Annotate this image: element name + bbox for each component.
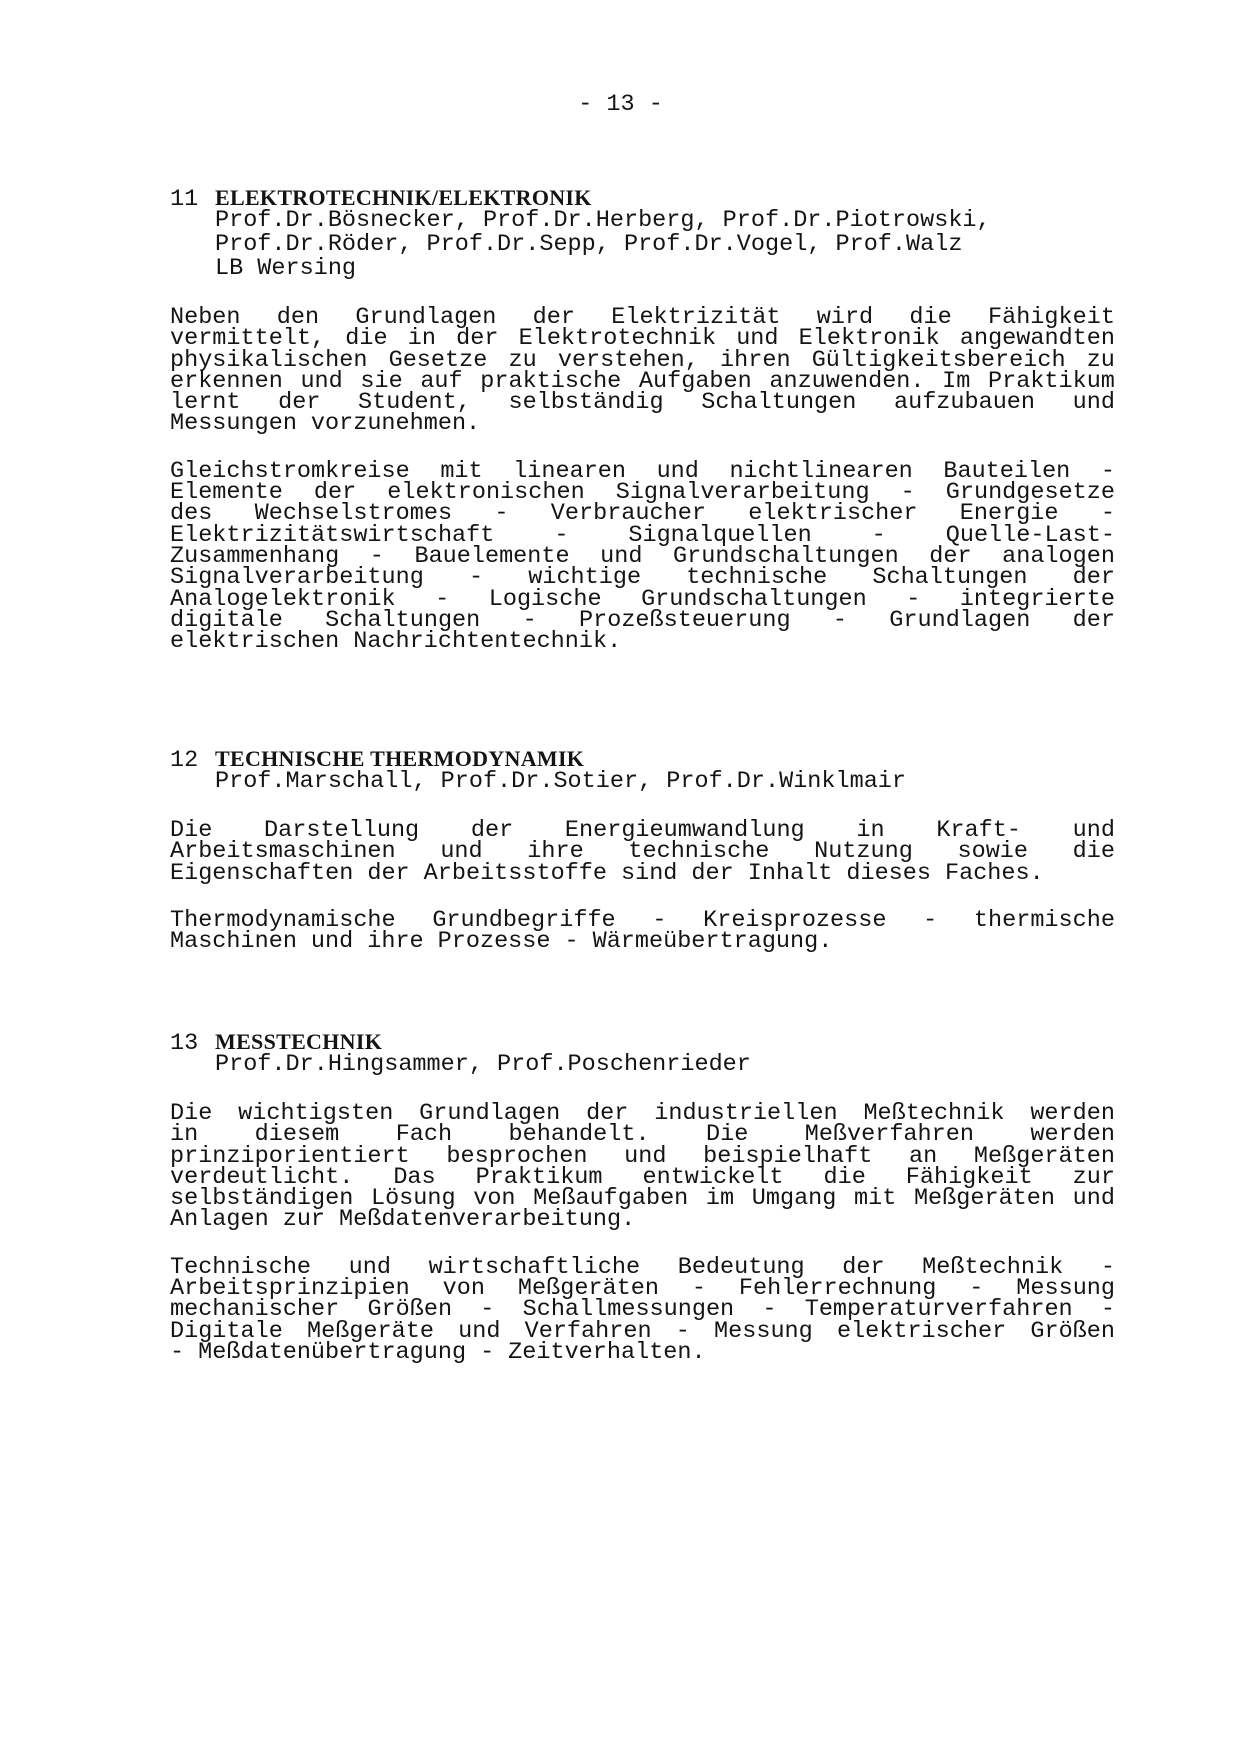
word: wichtige (528, 564, 642, 592)
section-thermodynamik (170, 746, 1115, 956)
word: industriellen (654, 1100, 838, 1127)
word: Faches. (944, 859, 1044, 887)
word: Prozeßsteuerung (579, 606, 791, 634)
word: Grundschaltungen (673, 542, 899, 570)
word: - (923, 906, 938, 934)
word: Grundlagen (355, 304, 497, 331)
word: Analogelektronik (170, 585, 396, 613)
word: Gleichstromkreise (170, 457, 410, 485)
word: Fehlerrechnung (738, 1275, 937, 1303)
word: Grundgesetze (945, 479, 1115, 507)
paragraph (170, 457, 1115, 656)
word: in (407, 325, 436, 353)
word: anzuwenden. (769, 367, 925, 395)
word: technische (628, 838, 770, 866)
lecturer-line: Prof.Dr.Hingsammer, Prof.Poschenrieder (215, 1051, 751, 1078)
lecturer-line: Prof.Marschall, Prof.Dr.Sotier, Prof.Dr.Winklmair (215, 768, 907, 795)
word: Die (170, 1100, 213, 1127)
word: wirtschaftliche (428, 1253, 641, 1281)
word: Nachrichtentechnik. (353, 628, 622, 656)
word: Im (942, 367, 971, 395)
word: Verfahren (524, 1317, 652, 1345)
section-elektrotechnik (170, 185, 1115, 656)
section-messtechnik (170, 1029, 1115, 1366)
word: - (522, 606, 537, 634)
word: mit (440, 457, 483, 485)
word: - (871, 521, 886, 549)
word: Grundbegriffe (432, 906, 616, 934)
word: Maschinen (170, 928, 297, 956)
word: verdeutlicht. (170, 1163, 354, 1191)
word: im (705, 1185, 735, 1213)
word: werden (1030, 1121, 1115, 1149)
word: Meßtechnik (863, 1100, 1005, 1127)
word: Signalverarbeitung (170, 564, 424, 592)
word: Neben (170, 304, 241, 331)
word: - (468, 564, 484, 592)
word: der (456, 325, 499, 353)
word: - (369, 542, 384, 570)
word: der (691, 859, 734, 887)
word: zur (1072, 1163, 1115, 1191)
paragraph (170, 304, 1115, 438)
word: wichtigsten (238, 1100, 394, 1127)
word: Schallmessungen (522, 1296, 735, 1324)
word: behandelt. (508, 1121, 650, 1149)
word: Meßaufgaben (533, 1185, 689, 1213)
word: elektrischen (170, 628, 340, 656)
word: Inhalt (747, 859, 833, 887)
word: Arbeitsstoffe (423, 859, 607, 887)
word: und (310, 928, 354, 956)
word: sie (360, 367, 403, 395)
word: erkennen (170, 367, 283, 395)
word: Das (393, 1163, 436, 1191)
word: - (832, 606, 847, 634)
text-line (170, 410, 1115, 438)
section-heading (170, 1029, 1115, 1057)
section-number: 12 (170, 747, 199, 774)
word: werden (1030, 1100, 1115, 1127)
word: Signalquellen (628, 521, 812, 549)
word: digitale (170, 606, 283, 634)
word: Wärmeübertragung. (592, 928, 833, 956)
word: der (842, 1253, 885, 1281)
word: - (435, 585, 450, 613)
word: ihren (720, 346, 791, 374)
word: Schaltungen (701, 389, 857, 417)
paragraph (170, 1253, 1115, 1366)
word: praktische (480, 367, 622, 395)
word: Gültigkeitsbereich (811, 346, 1066, 374)
word: Kreisprozesse (703, 906, 887, 934)
word: Messung (714, 1317, 813, 1345)
word: Logische (488, 585, 602, 613)
word: zu (1086, 346, 1115, 374)
word: - (480, 1338, 495, 1366)
word: Thermodynamische (170, 906, 396, 934)
word: Meßdatenverarbeitung. (339, 1206, 636, 1234)
word: - (554, 521, 569, 549)
word: Bauelemente (414, 542, 570, 570)
word: Umgang (751, 1185, 837, 1213)
lecturer-line: Prof.Dr.Röder, Prof.Dr.Sepp, Prof.Dr.Vogel, Prof.Walz (215, 231, 963, 258)
word: - (652, 906, 667, 934)
word: - (170, 1338, 185, 1366)
word: die (909, 304, 952, 331)
word: und (1072, 1185, 1115, 1213)
text-line (170, 1338, 1115, 1366)
word: Die (170, 817, 213, 844)
word: Technische (170, 1253, 312, 1281)
word: den (276, 304, 320, 331)
section-title: ELEKTROTECHNIK/ELEKTRONIK (215, 185, 592, 210)
word: Meßtechnik (922, 1253, 1064, 1281)
word: - (1100, 1253, 1115, 1281)
word: ihre (367, 928, 424, 956)
word: selbständig (508, 389, 664, 417)
word: - (762, 1296, 777, 1324)
word: elektrischer (748, 500, 918, 528)
word: Grundlagen (419, 1100, 561, 1127)
word: der (586, 1100, 629, 1127)
word: die (1072, 838, 1115, 866)
word: nichtlinearen (729, 457, 913, 485)
word: Meßgeräten (517, 1275, 659, 1303)
word: dieses (846, 859, 931, 887)
word: und (1072, 389, 1115, 417)
word: entwickelt (642, 1163, 784, 1191)
word: - (675, 1317, 690, 1345)
word: - (691, 1275, 706, 1303)
word: - (900, 479, 915, 507)
word: die (823, 1163, 866, 1191)
word: Die (705, 1121, 749, 1149)
lecturer-line: Prof.Dr.Bösnecker, Prof.Dr.Herberg, Prof.Dr.Piotrowski, (215, 207, 991, 234)
word: zur (282, 1206, 326, 1234)
word: diesem (254, 1121, 340, 1149)
word: Zeitverhalten. (508, 1338, 706, 1366)
paragraph (170, 906, 1115, 956)
page-number: - 13 - (578, 91, 663, 118)
word: in (170, 1121, 199, 1149)
word: und (600, 542, 643, 570)
word: Elemente (170, 479, 283, 507)
word: der (929, 542, 972, 570)
word: sind (621, 859, 678, 887)
word: besprochen (446, 1142, 588, 1170)
word: der (313, 479, 357, 507)
word: Messung (1016, 1275, 1115, 1303)
word: Arbeitsprinzipien (170, 1275, 410, 1303)
word: der (367, 859, 410, 887)
word: Wechselstromes (254, 500, 453, 528)
word: Gesetze (388, 346, 488, 374)
word: - (906, 585, 921, 613)
word: - (480, 1296, 495, 1324)
word: die (345, 325, 388, 353)
text-line (170, 859, 1115, 887)
word: prinziporientiert (170, 1142, 410, 1170)
word: Arbeitsmaschinen (170, 838, 396, 866)
word: vorzunehmen. (310, 410, 481, 438)
word: Bedeutung (677, 1253, 805, 1281)
section-heading (170, 185, 1115, 213)
word: Energie (959, 500, 1059, 528)
word: und (440, 838, 483, 866)
word: und (1072, 817, 1115, 844)
word: angewandten (959, 325, 1115, 353)
word: Bauteilen (943, 457, 1071, 485)
word: linearen (513, 457, 627, 485)
word: zu (508, 346, 537, 374)
word: Meßdatenübertragung (198, 1338, 467, 1366)
word: vermittelt, (170, 325, 326, 353)
word: Größen (367, 1296, 453, 1324)
word: Messungen (170, 410, 297, 438)
word: Praktikum (987, 367, 1115, 395)
paragraph (170, 1100, 1115, 1234)
word: auf (420, 367, 463, 395)
word: Praktikum (475, 1163, 603, 1191)
word: Elektronik (798, 325, 940, 353)
word: des (170, 500, 213, 528)
word: Student, (358, 389, 471, 417)
word: - (1100, 457, 1115, 485)
section-title: MESSTECHNIK (215, 1029, 383, 1054)
word: technische (686, 564, 828, 592)
word: Meßgeräten (913, 1185, 1055, 1213)
lecturer-list (170, 1053, 1115, 1077)
word: Schaltungen (325, 606, 481, 634)
word: der (1072, 606, 1115, 634)
word: - (494, 500, 509, 528)
word: Meßgeräte (307, 1317, 434, 1345)
word: Zusammenhang (170, 542, 340, 570)
word: elektrischer (836, 1317, 1007, 1345)
word: der (1072, 564, 1115, 592)
lecturer-list (170, 770, 1115, 794)
word: - (1100, 500, 1115, 528)
word: und (656, 457, 699, 485)
word: in (856, 817, 885, 844)
paragraph (170, 817, 1115, 887)
word: mit (854, 1185, 897, 1213)
word: Größen (1030, 1317, 1115, 1345)
word: lernt (170, 389, 241, 417)
word: Meßverfahren (804, 1121, 974, 1149)
word: Fach (395, 1121, 453, 1149)
word: Lösung (370, 1185, 456, 1213)
lecturer-list (170, 209, 1115, 281)
word: physikalischen (170, 346, 368, 374)
word: Schaltungen (872, 564, 1028, 592)
word: - (1100, 1296, 1115, 1324)
word: der (532, 304, 575, 331)
word: Temperaturverfahren (804, 1296, 1073, 1324)
word: sowie (957, 838, 1028, 866)
lecturer-line: LB Wersing (215, 255, 357, 282)
word: ihre (527, 838, 584, 866)
word: beispielhaft (703, 1142, 873, 1170)
word: - (969, 1275, 984, 1303)
word: Kraft- (936, 817, 1021, 844)
word: - (564, 928, 579, 956)
word: aufzubauen (893, 389, 1036, 417)
word: und (624, 1142, 667, 1170)
section-number: 11 (170, 186, 199, 213)
section-number: 13 (170, 1030, 199, 1057)
word: verstehen, (557, 346, 699, 374)
word: von (442, 1275, 485, 1303)
word: Digitale (170, 1317, 283, 1345)
word: und (300, 367, 343, 395)
word: integrierte (959, 585, 1115, 613)
text-line (170, 628, 1115, 656)
word: Fähigkeit (988, 304, 1115, 331)
word: und (736, 325, 779, 353)
word: Anlagen (170, 1206, 269, 1234)
section-heading (170, 746, 1115, 774)
word: Nutzung (814, 838, 913, 866)
text-line (170, 928, 1115, 956)
word: Verbraucher (550, 500, 706, 528)
word: Fähigkeit (905, 1163, 1033, 1191)
word: Prozesse (437, 928, 551, 956)
word: elektronischen (387, 479, 585, 507)
word: Elektrizität (611, 304, 781, 331)
word: der (278, 389, 321, 417)
word: der (470, 817, 514, 844)
word: von (473, 1185, 516, 1213)
word: und (458, 1317, 501, 1345)
word: Grundlagen (889, 606, 1031, 634)
text-line (170, 1206, 1115, 1234)
word: wird (816, 304, 874, 331)
word: an (909, 1142, 938, 1170)
word: selbständigen (170, 1185, 354, 1213)
word: Elektrizitätswirtschaft (170, 521, 495, 549)
word: Signalverarbeitung (615, 479, 870, 507)
word: Grundschaltungen (641, 585, 867, 613)
word: thermische (973, 906, 1115, 934)
word: Darstellung (264, 817, 420, 844)
word: Aufgaben (638, 367, 752, 395)
word: Eigenschaften (170, 859, 354, 887)
word: Meßgeräten (973, 1142, 1115, 1170)
word: Energieumwandlung (564, 817, 805, 844)
section-title: TECHNISCHE THERMODYNAMIK (215, 746, 585, 771)
word: mechanischer (170, 1296, 340, 1324)
word: und (348, 1253, 391, 1281)
word: Elektrotechnik (518, 325, 717, 353)
word: analogen (1002, 542, 1115, 570)
word: Quelle-Last- (945, 521, 1115, 549)
